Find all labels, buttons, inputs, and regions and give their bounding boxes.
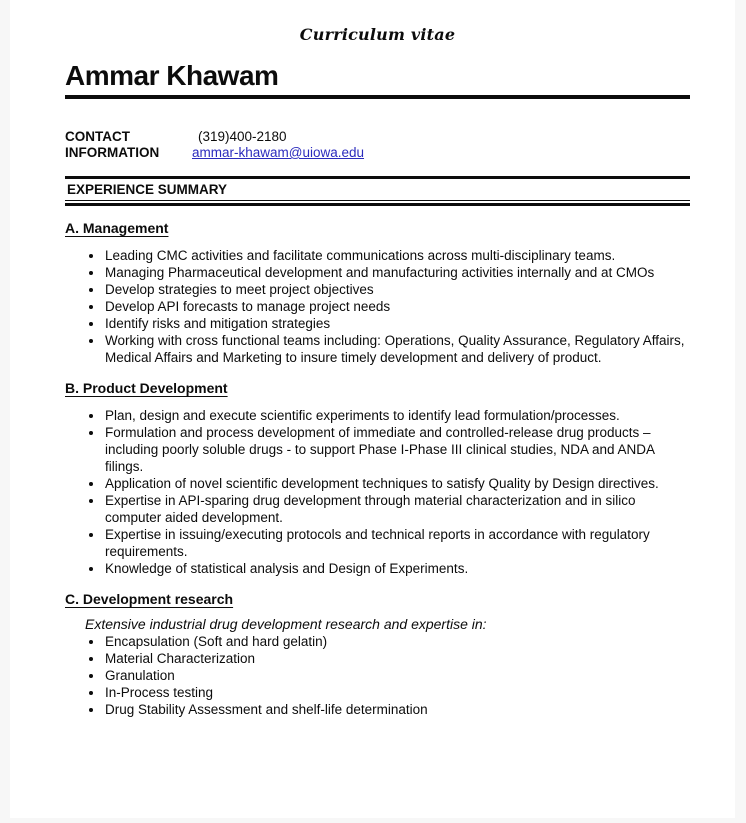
bullet-item: Application of novel scientific development techniques to satisfy Quality by Design directives. — [65, 475, 690, 492]
bullet-item: Formulation and process development of immediate and controlled-release drug products – including poorly soluble drugs - to support Phase I-Phase III clinical studies, NDA and ANDA filings. — [65, 424, 690, 475]
bullet-item: Drug Stability Assessment and shelf-life determination — [65, 701, 690, 718]
bullet-item: Material Characterization — [65, 650, 690, 667]
experience-summary-title: EXPERIENCE SUMMARY — [65, 179, 690, 201]
bullet-item: Plan, design and execute scientific experiments to identify lead formulation/processes. — [65, 407, 690, 424]
name-divider — [65, 95, 690, 99]
bullet-list — [65, 633, 690, 718]
section-title: B. Product Development — [65, 380, 228, 396]
contact-label-line2: INFORMATION — [65, 145, 160, 160]
section-intro: Extensive industrial drug development research and expertise in: — [85, 616, 487, 632]
bullet-item: Managing Pharmaceutical development and manufacturing activities internally and at CMOs — [65, 264, 690, 281]
bullet-item: Identify risks and mitigation strategies — [65, 315, 690, 332]
section-title: C. Development research — [65, 591, 234, 607]
bullet-item: Knowledge of statistical analysis and Design of Experiments. — [65, 560, 690, 577]
bullet-list — [65, 407, 690, 577]
section-title: A. Management — [65, 220, 169, 236]
bullet-item: Granulation — [65, 667, 690, 684]
section-product-development — [65, 380, 690, 577]
email-link[interactable]: ammar-khawam@uiowa.edu — [192, 145, 365, 160]
contact-section — [65, 129, 690, 161]
section-management — [65, 220, 690, 366]
doc-title: Curriculum vitae — [299, 25, 456, 44]
bullet-item: Leading CMC activities and facilitate communications across multi-disciplinary teams. — [65, 247, 690, 264]
bullet-item: Working with cross functional teams including: Operations, Quality Assurance, Regulatory Affairs, Medical Affairs and Marketing to insure timely development and delivery of product. — [65, 332, 690, 366]
bullet-item: In-Process testing — [65, 684, 690, 701]
contact-values — [192, 129, 364, 161]
phone-number: (319)400-2180 — [198, 129, 287, 144]
contact-label-line1: CONTACT — [65, 129, 130, 144]
section-development-research — [65, 591, 690, 718]
bullet-item: Develop API forecasts to manage project needs — [65, 298, 690, 315]
bullet-item: Develop strategies to meet project objectives — [65, 281, 690, 298]
bullet-list — [65, 247, 690, 366]
experience-summary-header — [65, 176, 690, 206]
bullet-item: Encapsulation (Soft and hard gelatin) — [65, 633, 690, 650]
bullet-item: Expertise in issuing/executing protocols and technical reports in accordance with regulatory requirements. — [65, 526, 690, 560]
bullet-item: Expertise in API-sparing drug development through material characterization and in silico computer aided development. — [65, 492, 690, 526]
document-page — [10, 0, 735, 818]
contact-label — [65, 129, 192, 161]
person-name: Ammar Khawam — [65, 60, 279, 91]
